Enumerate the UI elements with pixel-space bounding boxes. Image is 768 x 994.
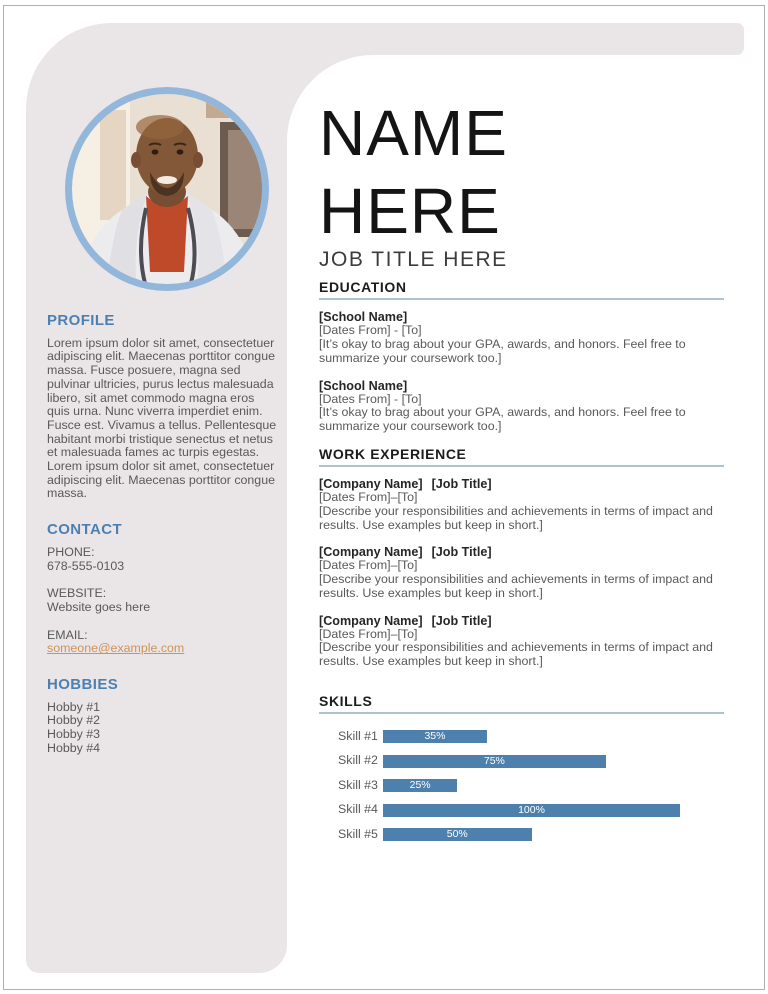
profile-photo bbox=[60, 82, 274, 296]
experience-title bbox=[319, 477, 724, 491]
hobby-item: Hobby #4 bbox=[47, 740, 101, 755]
hobbies-heading: HOBBIES bbox=[47, 676, 119, 694]
skill-bar-value: 100% bbox=[518, 803, 545, 816]
experience-description: [Describe your responsibilities and achievements in terms of impact and results. Use examples but keep in short.] bbox=[319, 504, 713, 532]
skill-bar-track bbox=[383, 730, 680, 743]
email-link[interactable]: someone@example.com bbox=[47, 641, 185, 656]
website-value: Website goes here bbox=[47, 599, 151, 614]
skill-label: Skill #3 bbox=[338, 777, 378, 792]
experience-description: [Describe your responsibilities and achievements in terms of impact and results. Use examples but keep in short.] bbox=[319, 572, 713, 600]
education-entry bbox=[319, 379, 724, 434]
name-line-2: HERE bbox=[319, 175, 501, 247]
resume-page bbox=[3, 5, 765, 990]
company-name: [Company Name] bbox=[319, 545, 423, 560]
contact-website bbox=[47, 587, 280, 614]
experience-entry bbox=[319, 545, 724, 600]
experience-description: [Describe your responsibilities and achievements in terms of impact and results. Use examples but keep in short.] bbox=[319, 640, 713, 668]
website-label: WEBSITE: bbox=[47, 586, 107, 601]
skill-bar-value: 35% bbox=[424, 730, 446, 743]
hobby-list bbox=[47, 701, 280, 756]
skill-row bbox=[319, 724, 724, 749]
skills-heading: SKILLS bbox=[319, 695, 724, 715]
skill-bar-track bbox=[383, 779, 680, 792]
experience-dates: [Dates From]–[To] bbox=[319, 626, 418, 641]
experience-title bbox=[319, 614, 724, 628]
sidebar bbox=[47, 314, 280, 778]
skill-bar-track bbox=[383, 804, 680, 817]
email-label: EMAIL: bbox=[47, 627, 88, 642]
contact-email bbox=[47, 629, 280, 656]
education-dates: [Dates From] - [To] bbox=[319, 391, 422, 406]
skill-row bbox=[319, 822, 724, 847]
skill-bar bbox=[383, 730, 487, 743]
skill-bar-value: 75% bbox=[483, 754, 505, 767]
phone-label: PHONE: bbox=[47, 544, 95, 559]
company-name: [Company Name] bbox=[319, 613, 423, 628]
school-name: [School Name] bbox=[319, 378, 408, 393]
experience-entry bbox=[319, 614, 724, 669]
hobby-item: Hobby #2 bbox=[47, 713, 101, 728]
hobby-item: Hobby #1 bbox=[47, 699, 101, 714]
education-section bbox=[319, 278, 724, 434]
skill-bar-track bbox=[383, 755, 680, 768]
skill-bar bbox=[383, 804, 680, 817]
profile-section bbox=[47, 314, 280, 501]
hobby-item: Hobby #3 bbox=[47, 727, 101, 742]
education-description: [It’s okay to brag about your GPA, awards, and honors. Feel free to summarize your coursework too.] bbox=[319, 337, 686, 365]
skill-label: Skill #1 bbox=[338, 728, 378, 743]
education-dates: [Dates From] - [To] bbox=[319, 323, 422, 338]
skill-label: Skill #2 bbox=[338, 753, 378, 768]
profile-text: Lorem ipsum dolor sit amet, consectetuer adipiscing elit. Maecenas porttitor congue massa. Fusce posuere, magna sed pulvinar ultricies, purus lectus malesuada libero, sit amet commodo magna eros quis urna. Nunc viverra imperdiet enim. Fusce est. Vivamus a tellus. Pellentesque habitant morbi tristique senectus et netus et malesuada fames ac turpis egestas. Lorem ipsum dolor sit amet, consectetuer adipiscing elit. Maecenas porttitor congue massa. bbox=[47, 335, 277, 501]
name-line-1: NAME bbox=[319, 97, 508, 169]
contact-heading: CONTACT bbox=[47, 521, 123, 539]
education-heading: EDUCATION bbox=[319, 281, 724, 301]
candidate-name bbox=[319, 94, 724, 250]
experience-dates: [Dates From]–[To] bbox=[319, 490, 418, 505]
education-description: [It’s okay to brag about your GPA, awards, and honors. Feel free to summarize your coursework too.] bbox=[319, 405, 686, 433]
contact-phone bbox=[47, 546, 280, 573]
job-title-label: [Job Title] bbox=[431, 613, 492, 628]
experience-entry bbox=[319, 477, 724, 532]
hobbies-section bbox=[47, 678, 280, 756]
job-title-label: [Job Title] bbox=[431, 477, 492, 492]
photo-image bbox=[60, 82, 274, 296]
skill-bar bbox=[383, 779, 457, 792]
experience-section bbox=[319, 445, 724, 669]
education-entry bbox=[319, 310, 724, 365]
job-title: JOB TITLE HERE bbox=[319, 248, 508, 271]
skill-bar-value: 50% bbox=[446, 828, 468, 841]
skill-bar-value: 25% bbox=[409, 779, 431, 792]
job-title-label: [Job Title] bbox=[431, 545, 492, 560]
school-name: [School Name] bbox=[319, 310, 408, 325]
company-name: [Company Name] bbox=[319, 477, 423, 492]
skill-row bbox=[319, 773, 724, 798]
contact-section bbox=[47, 523, 280, 656]
profile-heading: PROFILE bbox=[47, 312, 115, 329]
skill-label: Skill #5 bbox=[338, 826, 378, 841]
experience-dates: [Dates From]–[To] bbox=[319, 558, 418, 573]
skill-bar-track bbox=[383, 828, 680, 841]
skill-row bbox=[319, 749, 724, 774]
skill-bar bbox=[383, 828, 532, 841]
skills-chart bbox=[319, 724, 724, 847]
skill-row bbox=[319, 798, 724, 823]
skill-bar bbox=[383, 755, 606, 768]
experience-heading: WORK EXPERIENCE bbox=[319, 448, 724, 468]
skills-section bbox=[319, 692, 724, 847]
phone-value: 678-555-0103 bbox=[47, 558, 125, 573]
skill-label: Skill #4 bbox=[338, 802, 378, 817]
experience-title bbox=[319, 545, 724, 559]
main-column bbox=[319, 94, 724, 847]
